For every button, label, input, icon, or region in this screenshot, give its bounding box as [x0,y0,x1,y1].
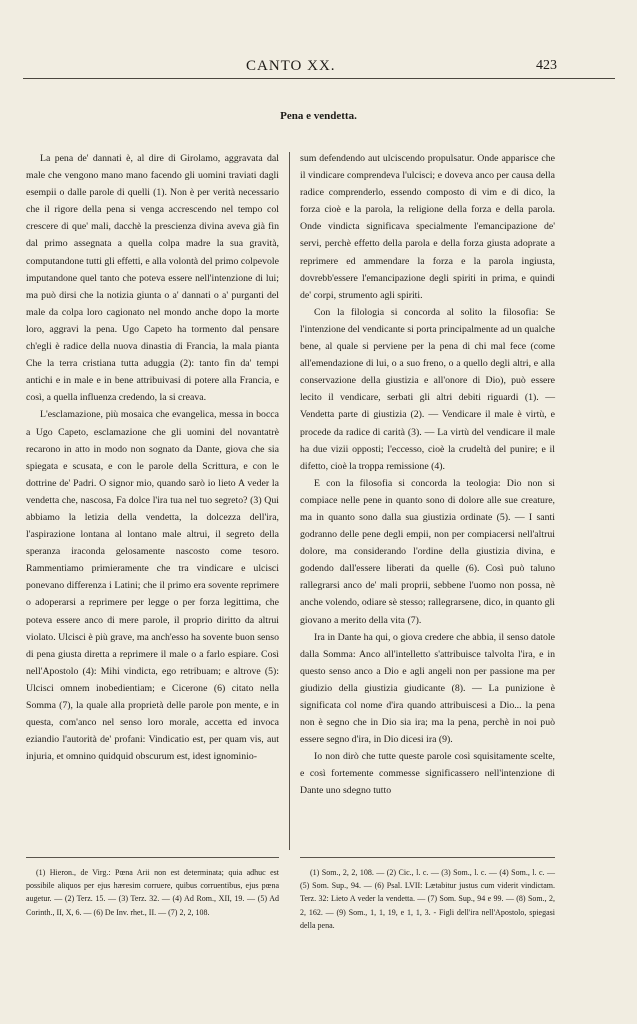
footnote-rule [300,857,555,858]
left-column [26,150,279,765]
page-header [0,58,637,80]
paragraph: L'esclamazione, più mosaica che evangelica, messa in bocca a Ugo Capeto, esclamazione che gli uomini del novantatrè recarono in atto in modo non sognato da Dante, giova che sia spiegata e scusata, e con le parole della Scrittura, e con le dottrine de' Padri. O signor mio, quando sarò io lieto A veder la vendetta che, nascosa, Fa dolce l'ira tua nel tuo segreto? (3) Qui abbiamo la letizia della vendetta, la dolcezza dell'ira, l'aspirazione lontana al lontano male altrui, il segreto della speranza iraconda gelosamente nascosto come tesoro. Rammentiamo primieramente che tra vindicare e ulcisci ponevano differenza i Latini; che il primo era sovente reprimere o adoperarsi a reprimere per legge o per forza legittima, che poteva essere anco di mere parole, il proprio diritto da altrui violato. Ulcisci è più grave, ma anch'esso ha sovente buon senso di pena giusta diretta a reprimere il male o a farlo espiare. Così nell'Apostolo (4): Mihi vindicta, ego retribuam; e altrove (5): Ulcisci omnem inobedientiam; e Cicerone (6) citato nella Somma (7), la quale alla proprietà delle parole pon mente, e in questa, com'anco nel senso loro morale, accetta ed invoca eziandio l'autorità de' profani: Vindicatio est, per quam vis, aut injuria, et omnino quidquid obscurum est, idest ignominio- [26,409,279,763]
running-head: CANTO XX. [246,58,336,74]
right-column [300,150,555,800]
header-rule [23,78,615,79]
column-divider [289,152,290,850]
paragraph: E con la filosofia si concorda la teologia: Dio non si compiace nelle pene in quanto sono di dolore alle sue creature, ma in quanto sono dalla sua giustizia ordinate (5). — I santi godranno delle pene degli empii, non per compiacersi nell'altrui dolore, ma considerando l'ordine della giustizia divina, e godendo dall'essere liberati da quelle (6). Così può taluno rallegrarsi anco de' mali proprii, sebbene l'uomo non possa, nè anche volendo, odiare sè stesso; rallegrarsene, dico, in quanto gli giovano a merito della vita (7). [300,477,555,626]
paragraph: La pena de' dannati è, al dire di Girolamo, aggravata dal male che vengono mano mano facendo gli uomini traviati dagli esempii o dalle parole di quelli (1). Non è per verità necessario che il rigore della pena si venga accrescendo nel tempo col crescere di que' mali, dacchè la prescienza divina aveva già fin dal primo assegnata a quella colpa madre la sua gravità, computandone tutti gli effetti, e alla volontà del primo colpevole imputandone quel tanto che poteva essere nell'intenzione di lui; ma può dirsi che la notizia giunta o a' dannati o a' purganti del male da colpa loro cagionato nel mondo anche dopo la morte loro, aggravi la pena. Ugo Capeto ha tormento dal pensare ch'egli è radice della nuova dinastia di Francia, la mala pianta Che la terra cristiana tutta aduggia (2): tanto fin da' tempi antichi e in male e in bene attribuivasi di potere alla Francia, e così, a quella influenza credendo, la si creava. [26,153,279,404]
paragraph: Ira in Dante ha qui, o giova credere che abbia, il senso datole dalla Somma: Anco all'intelletto s'attribuisce talvolta l'ira, e in questo senso anco a Dio e agli angeli non per passione ma per giudizio della giustizia giudicante (8). — La punizione è significata col nome d'ira quando attribuiscesi a Dio... la pena non è segno che in Dio sia ira; ma la pena, perchè in noi può essere segno d'ira, in Dio dicesi ira (9). [300,631,555,746]
footnote-text: (1) Som., 2, 2, 108. — (2) Cic., l. c. — (3) Som., l. c. — (4) Som., l. c. — (5) Som. Sup., 94. — (6) Psal. LVII: Lætabitur justus cum viderit vindictam. Terz. 32: Lieto A veder la vendetta. — (7) Som. Sup., 94 e 99. — (8) Som., 2, 2, 162. — (9) Som., 1, 1, 19, e 1, 1, 3. - Figli dell'ira nell'Apostolo, spiegasi della pena. [300,868,555,930]
footnotes-right [300,866,555,932]
section-title: Pena e vendetta. [280,110,357,122]
paragraph: Io non dirò che tutte queste parole così squisitamente scelte, e così fortemente commesse significassero nell'intenzione di Dante uno sdegno tutto [300,751,555,797]
footnote-text: (1) Hieron., de Virg.: Pœna Arii non est determinata; quia adhuc est possibile aliquos per ejus hæresim corruere, quibus corruentibus, ejus pœna augetur. — (2) Terz. 15. — (3) Terz. 32. — (4) Ad Rom., XII, 19. — (5) Ad Corinth., II, X, 6. — (6) De Inv. rhet., II. — (7) 2, 2, 108. [26,868,279,917]
paragraph: Con la filologia si concorda al solito la filosofia: Se l'intenzione del vendicante si porta principalmente ad un qualche bene, al quale si perviene per la pena di chi mal fece (come all'emendazione di lui, o a suo freno, o a quello degli altri, e alla conservazione della giustizia e all'onore di Dio), può essere lecito il vendicare, serbati gli altri debiti riguardi (1). — Vendetta parte di giustizia (2). — Vendicare il male è virtù, e procede da radice di carità (3). — La virtù del vendicare il male ha due vizii opposti; l'eccesso, cioè la crudeltà del punire; e il difetto, cioè la troppa remissione (4). [300,306,555,472]
page-number: 423 [536,58,557,73]
paragraph: sum defendendo aut ulciscendo propulsatur. Onde apparisce che il vindicare comprendeva l'ulcisci; e doveva anco per causa della radice comprenderlo, essendo composto di vim e di dico, la forza cioè e la parola, la religione della forza e della parola. Onde vindicta significava specialmente l'emancipazione de' servi, perchè effetto della parola e della forza giusta adoprate a reprimere ed ammendare la forza e la parola ingiusta, dovrebb'essere l'emancipazione degli spiriti in prima, e quindi de' corpi, strumento agli spiriti. [300,153,555,301]
footnote-rule [26,857,279,858]
footnotes-left [26,866,279,919]
